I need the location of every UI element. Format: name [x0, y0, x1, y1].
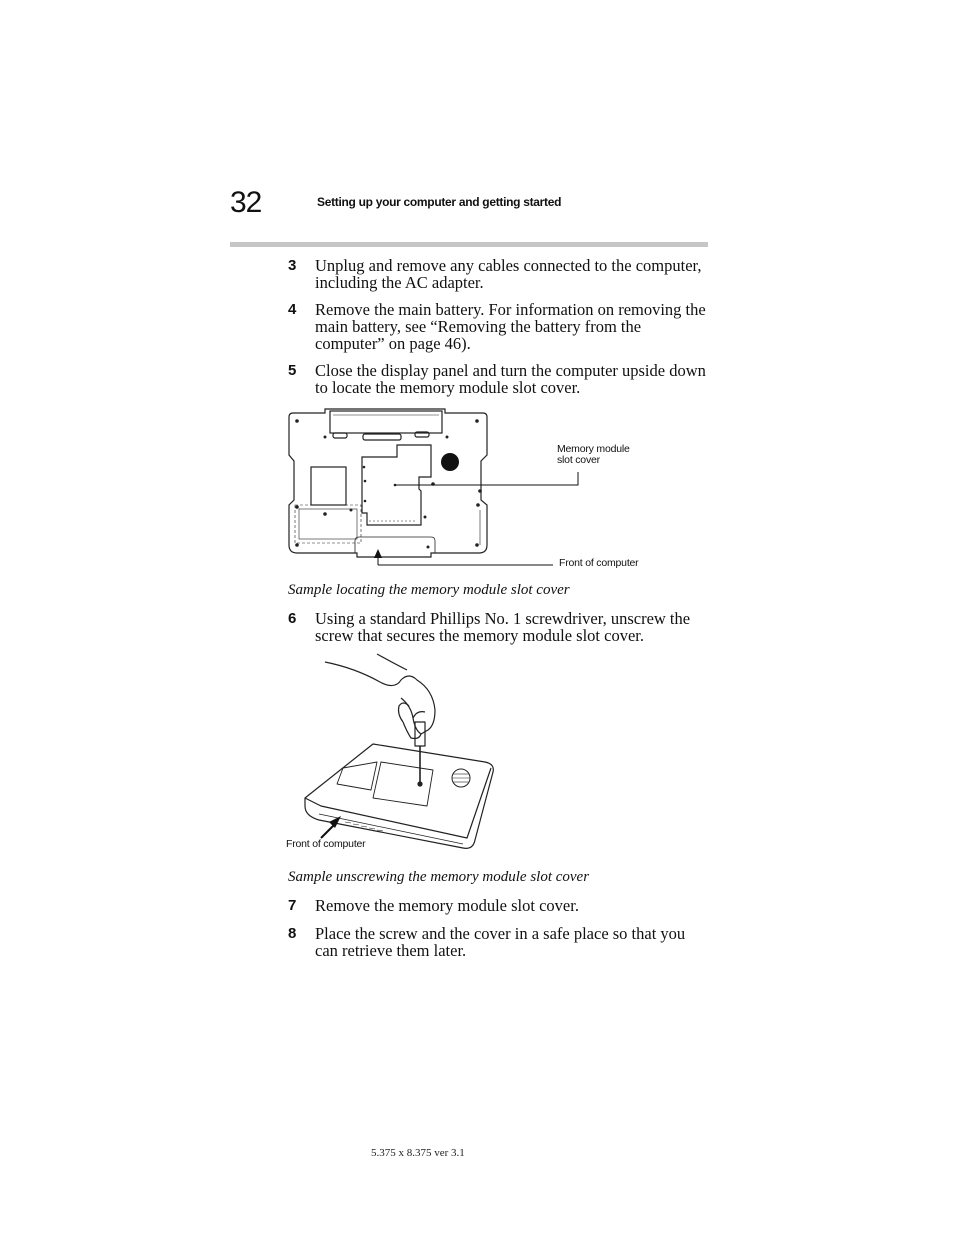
step-8: [288, 925, 708, 959]
step-number: 5: [288, 362, 297, 379]
page-number: 32: [230, 186, 262, 219]
step-text: Remove the memory module slot cover.: [315, 896, 579, 915]
step-text: Close the display panel and turn the computer upside down to locate the memory module slot cover.: [315, 361, 706, 397]
step-4: [288, 301, 708, 352]
step-6: [288, 610, 708, 644]
running-head: Setting up your computer and getting started: [317, 195, 562, 209]
step-number: 8: [288, 925, 297, 942]
step-text: Place the screw and the cover in a safe place so that you can retrieve them later.: [315, 924, 686, 960]
step-3: [288, 257, 708, 291]
step-number: 4: [288, 301, 297, 318]
step-number: 3: [288, 257, 297, 274]
version-footer: 5.375 x 8.375 ver 3.1: [371, 1147, 465, 1159]
step-5: [288, 362, 708, 396]
header-rule: [230, 242, 708, 247]
step-number: 7: [288, 897, 297, 914]
step-text: Remove the main battery. For information on removing the main battery, see “Removing the battery from the computer” on page 46).: [315, 300, 706, 353]
front-of-computer-callout: Front of computer: [559, 557, 639, 569]
laptop-bottom-figure: [285, 405, 645, 575]
step-text: Using a standard Phillips No. 1 screwdriver, unscrew the screw that secures the memory module slot cover.: [315, 609, 691, 645]
figure1-caption: Sample locating the memory module slot cover: [288, 582, 570, 598]
figure2-caption: Sample unscrewing the memory module slot cover: [288, 869, 590, 885]
step-text: Unplug and remove any cables connected to the computer, including the AC adapter.: [315, 256, 702, 292]
step-7: [288, 897, 708, 914]
front-of-computer-callout-2: Front of computer: [286, 838, 366, 850]
memory-module-callout: Memory module slot cover: [557, 443, 630, 466]
screwdriver-figure: [285, 650, 515, 865]
step-number: 6: [288, 610, 297, 627]
